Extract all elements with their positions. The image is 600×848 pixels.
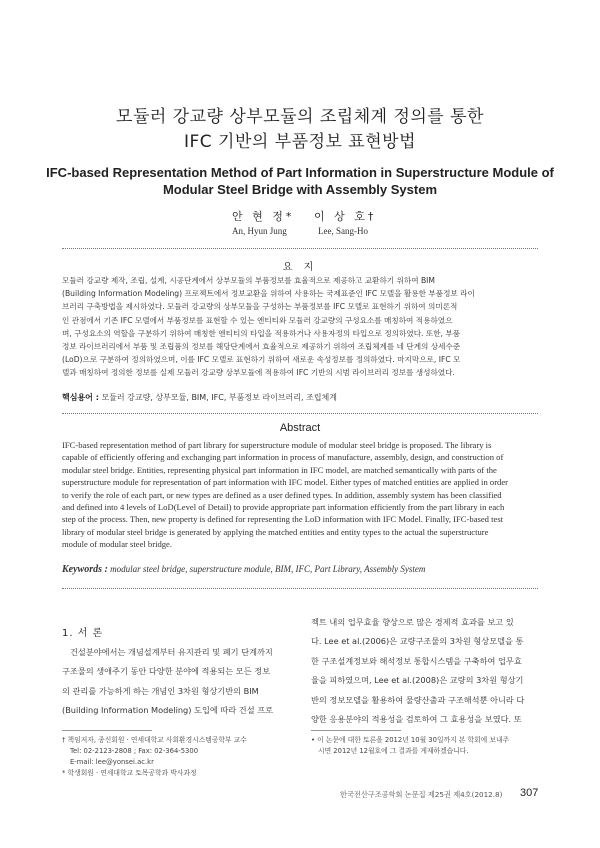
abstract-en-line: to verify the role of each part, or new types are defined as a user defined types. In addition, assembly system has been classified xyxy=(62,489,502,500)
body-line: 건설분야에서는 개념설계부터 유지관리 및 폐기 단계까지 xyxy=(70,647,273,657)
abstract-ko-line: 모듈러 강교량 제작, 조립, 설계, 시공단계에서 상부모듈의 부품정보를 효율적으로 제공하고 교환하기 위하여 BIM xyxy=(62,276,435,285)
body-line: 젝트 내의 업무효율 향상으로 많은 경제적 효과를 보고 있 xyxy=(311,617,514,627)
keywords-ko xyxy=(62,392,538,403)
divider-bottom xyxy=(62,588,538,589)
abstract-en-line: library of modular steel bridge is generated by applying the matched entities and entity types to the actual the superstructure xyxy=(62,526,489,537)
title-korean-line-1: 모듈러 강교량 상부모듈의 조립체계 정의를 통한 xyxy=(116,107,484,127)
footnote-line: • 이 논문에 대한 토론을 2012년 10월 30일까지 본 학회에 보내주 xyxy=(311,736,510,744)
abstract-en-line: modular steel bridge. Entities, representing physical part information in IFC model, are matched semantically with parts of the xyxy=(62,464,497,475)
footnote-rule-right xyxy=(311,730,401,731)
abstract-ko-line: 인 관점에서 기존 IFC 모델에서 부품정보를 표현할 수 있는 엔티티와 모듈러 강교량의 구성요소를 매칭하여 적용하였으 xyxy=(62,315,453,325)
abstract-en-line: step of the process. Then, new property is defined for representing the LoD information with IFC Model. Finally, IFC-based test xyxy=(62,514,504,525)
abstract-en-body xyxy=(62,439,538,551)
footnote-line: 시면 2012년 12월호에 그 결과를 게재하겠습니다. xyxy=(318,747,469,755)
body-line: 구조물의 생애주기 동안 다양한 분야에 적용되는 모든 정보 xyxy=(62,666,271,677)
keywords-en-text: modular steel bridge, superstructure module, BIM, IFC, Part Library, Assembly System xyxy=(110,564,426,574)
author-1-name-ko: 안 현 정* xyxy=(232,210,295,223)
abstract-ko-line: 델과 매칭하여 정의한 정보를 실제 모듈러 강교량 상부모듈에 적용하여 IFC 기반의 시범 라이브러리 정보를 생성하였다. xyxy=(62,368,455,378)
abstract-ko-line: 정보 라이브러리에서 부품 및 조립품의 정보를 해당단계에서 효율적으로 제공하기 위하여 조립체계를 네 단계의 상세수준 xyxy=(62,342,461,352)
body-line: 의 관리를 가능하게 하는 개념인 3차원 형상기반의 BIM xyxy=(62,685,259,696)
title-korean-line-2: IFC 기반의 부품정보 표현방법 xyxy=(183,132,416,152)
title-english-line-1: IFC-based Representation Method of Part Information in Superstructure Module of xyxy=(46,165,554,180)
keywords-en xyxy=(62,564,538,575)
body-left-column xyxy=(62,643,288,721)
footnote-left xyxy=(62,735,292,779)
abstract-ko-body xyxy=(62,274,538,380)
footer-journal: 한국전산구조공학회 논문집 제25권 제4호(2012.8) xyxy=(340,790,503,799)
abstract-en-line: superstructure module for representation of part information with IFC model. Either types of matched entities are applied in order xyxy=(62,477,509,488)
keywords-en-label: Keywords : xyxy=(62,564,108,575)
abstract-en-line: capable of efficiently offering and exchanging part information in process of manufacture, assembly, design, and construction of xyxy=(62,452,504,463)
body-line: 양한 응용분야의 적용성을 검토하여 그 효용성을 보였다. 또 xyxy=(311,714,522,725)
body-right-column xyxy=(311,613,537,729)
footnote-line: † 책임저자, 종신회원 · 연세대학교 사회환경시스템공학부 교수 xyxy=(62,736,247,744)
abstract-ko-heading: 요 지 xyxy=(282,262,318,273)
abstract-ko-line: (Building Information Modeling) 프로젝트에서 정보교환을 위하여 사용하는 국제표준인 IFC 모델을 활용한 부품정보 라이 xyxy=(62,289,475,299)
divider-top xyxy=(62,248,538,249)
body-line: 다. Lee et al.(2006)은 교량구조물의 3차원 형상모델을 통 xyxy=(311,636,524,647)
title-english-line-2: Modular Steel Bridge with Assembly System xyxy=(162,182,438,197)
abstract-en-heading: Abstract xyxy=(279,422,321,434)
footnote-line: Tel: 02-2123-2808 ; Fax: 02-364-5300 xyxy=(70,747,199,755)
abstract-ko-line: 브러리 구축방법을 제시하였다. 모듈러 강교량의 상부모듈을 구성하는 부품정보를 IFC 모델로 표현하기 위하여 의미론적 xyxy=(62,302,458,312)
body-line: 반의 정보모델을 활용하여 물량산출과 구조해석뿐 아니라 다 xyxy=(311,694,525,705)
abstract-en-line: IFC-based representation method of part library for superstructure module of modular steel bridge is proposed. The library is xyxy=(62,440,492,450)
keywords-ko-label: 핵심용어 : xyxy=(62,393,99,402)
body-line: (Building Information Modeling) 도입에 따라 건설 프로 xyxy=(62,705,274,716)
abstract-ko-line: (LoD)으로 구분하여 정의하였으며, 이를 IFC 모델로 표현하기 위하여 새로운 속성정보를 정의하였다. 마지막으로, IFC 모 xyxy=(62,355,461,365)
body-line: 율을 피하였으며, Lee et al.(2008)은 교량의 3차원 형상기 xyxy=(311,675,524,686)
body-line: 한 구조설계정보와 해석정보 통합시스템을 구축하여 업무효 xyxy=(311,655,522,666)
author-2-name-en: Lee, Sang-Ho xyxy=(318,226,368,236)
divider-middle xyxy=(62,413,538,414)
abstract-en-line: and defined into 4 levels of LoD(Level of Detail) to provide appropriate part information efficiently from the part library in each xyxy=(62,502,505,513)
author-1-name-en: An, Hyun Jung xyxy=(232,226,287,236)
page-number: 307 xyxy=(520,787,539,799)
footnote-line: E-mail: lee@yonsei.ac.kr xyxy=(70,758,154,766)
keywords-ko-text: 모듈러 강교량, 상부모듈, BIM, IFC, 부품정보 라이브러리, 조립체계 xyxy=(101,393,338,402)
section-heading-introduction: 1. 서 론 xyxy=(62,628,104,639)
footnote-rule-left xyxy=(62,730,152,731)
footnote-right xyxy=(311,735,541,757)
author-2-name-ko: 이 상 호† xyxy=(314,210,377,223)
abstract-ko-line: 며, 구성요소의 역할을 구분하기 위하여 매칭한 엔티티의 타입을 적용하거나 사용자정의 타입으로 정의하였다. 또한, 부품 xyxy=(62,328,461,338)
abstract-en-line: module of modular steel bridge. xyxy=(62,539,173,550)
footnote-line: * 학생회원 · 연세대학교 토목공학과 박사과정 xyxy=(62,769,197,777)
